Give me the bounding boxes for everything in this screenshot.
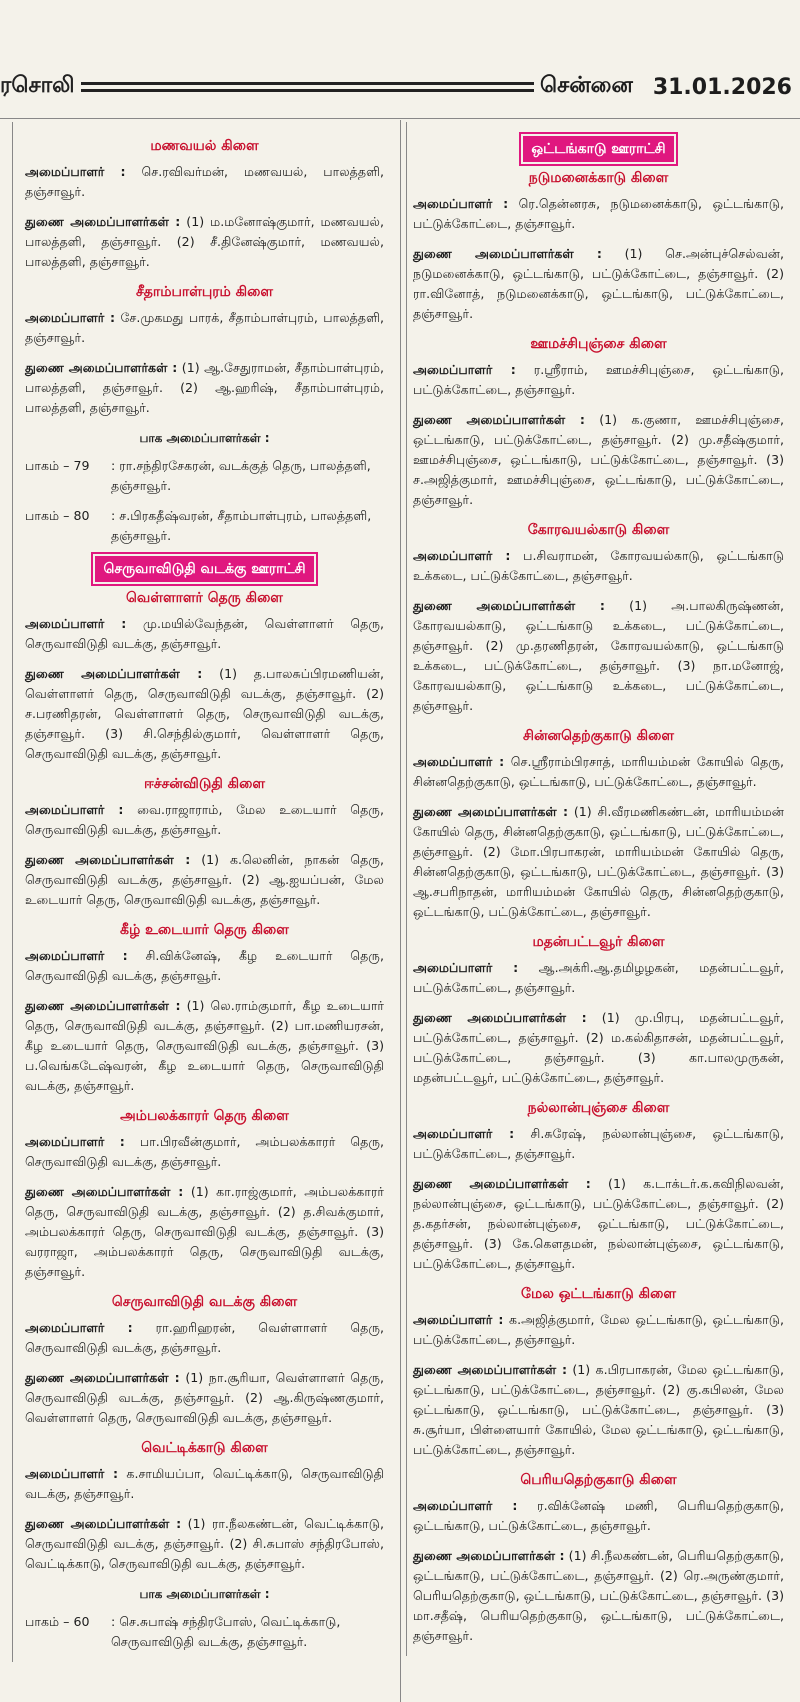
- organizer-entry: [25, 162, 384, 202]
- branch-title: நல்லான்புஞ்சை கிளை: [527, 1100, 670, 1116]
- branch-title: மணவயல் கிளை: [150, 138, 259, 154]
- ward-entry: [25, 1612, 384, 1652]
- deputy-text: (1) க.டாக்டர்.க.கவிநிலவன், நல்லான்புஞ்சை, ஒட்டங்காடு, பட்டுக்கோட்டை, தஞ்சாவூர். (2) த.கதர்சன், நல்லான்புஞ்சை, ஒட்டங்காடு, பட்டுக்கோட்டை, தஞ்சாவூர். (3) கே.கௌதமன், நல்லான்புஞ்சை, ஒட்டங்காடு, பட்டுக்கோட்டை, தஞ்சாவூர்.: [413, 1176, 784, 1271]
- deputy-text: (1) கா.ராஜ்குமார், அம்பலக்காரர் தெரு, செருவாவிடுதி வடக்கு, தஞ்சாவூர். (2) த.சிவக்குமார், அம்பலக்காரர் தெரு, செருவாவிடுதி வடக்கு, தஞ்சாவூர். (3) வரராஜா, அம்பலக்காரர் தெரு, செருவாவிடுதி வடக்கு, தஞ்சாவூர்.: [25, 1184, 384, 1279]
- deputy-label: துணை அமைப்பாளர்கள் :: [413, 1010, 587, 1025]
- deputy-label: துணை அமைப்பாளர்கள் :: [25, 1370, 180, 1385]
- organizer-text: ரெ.தென்னரசு, நடுமனைக்காடு, ஒட்டங்காடு, பட்டுக்கோட்டை, தஞ்சாவூர்.: [413, 196, 784, 231]
- organizer-label: அமைப்பாளர் :: [413, 196, 509, 211]
- organizer-entry: [25, 614, 384, 654]
- left-column: [12, 122, 394, 1662]
- organizer-entry: [25, 946, 384, 986]
- branch-title: செருவாவிடுதி வடக்கு கிளை: [111, 1294, 298, 1310]
- deputy-entry: [25, 996, 384, 1096]
- organizer-label: அமைப்பாளர் :: [25, 616, 127, 631]
- deputy-text: (1) க.குணா, ஊமச்சிபுஞ்சை, ஒட்டங்காடு, பட்டுக்கோட்டை, தஞ்சாவூர். (2) மு.சதீஷ்குமார், ஊமச்சிபுஞ்சை, ஒட்டங்காடு, பட்டுக்கோட்டை, தஞ்சாவூர். (3) ச.அஜித்குமார், ஊமச்சிபுஞ்சை, ஒட்டங்காடு, பட்டுக்கோட்டை, தஞ்சாவூர்.: [413, 412, 784, 507]
- deputy-label: துணை அமைப்பாளர்கள் :: [413, 598, 605, 613]
- deputy-label: துணை அமைப்பாளர்கள் :: [25, 666, 203, 681]
- ward-text: : செ.சுபாஷ் சந்திரபோஸ், வெட்டிக்காடு, செருவாவிடுதி வடக்கு, தஞ்சாவூர்.: [111, 1614, 341, 1649]
- organizer-label: அமைப்பாளர் :: [413, 362, 516, 377]
- organizer-entry: [25, 1318, 384, 1358]
- organizer-text: சி.விக்னேஷ், கீழ உடையார் தெரு, செருவாவிடுதி வடக்கு, தஞ்சாவூர்.: [25, 948, 384, 983]
- deputy-text: (1) அ.பாலகிருஷ்ணன், கோரவயல்காடு, ஒட்டங்காடு உக்கடை, பட்டுக்கோட்டை, தஞ்சாவூர். (2) மு.தரணிதரன், கோரவயல்காடு, ஒட்டங்காடு உக்கடை, பட்டுக்கோட்டை, தஞ்சாவூர். (3) நா.மனோஜ், கோரவயல்காடு, ஒட்டங்காடு உக்கடை, பட்டுக்கோட்டை, தஞ்சாவூர்.: [413, 598, 784, 713]
- deputy-entry: [413, 1546, 784, 1646]
- deputy-label: துணை அமைப்பாளர்கள் :: [413, 246, 602, 261]
- deputy-text: (1) த.பாலசுப்பிரமணியன், வெள்ளாளர் தெரு, செருவாவிடுதி வடக்கு, தஞ்சாவூர். (2) ச.பரணிதரன், வெள்ளாளர் தெரு, செருவாவிடுதி வடக்கு, தஞ்சாவூர். (3) சி.செந்தில்குமார், வெள்ளாளர் தெரு, செருவாவிடுதி வடக்கு, தஞ்சாவூர்.: [25, 666, 384, 761]
- organizer-label: அமைப்பாளர் :: [413, 1126, 515, 1141]
- deputy-entry: [25, 664, 384, 764]
- page-rule: [0, 118, 800, 119]
- masthead-rule: [81, 82, 534, 92]
- organizer-text: க.சாமியப்பா, வெட்டிக்காடு, செருவாவிடுதி வடக்கு, தஞ்சாவூர்.: [25, 1466, 384, 1501]
- organizer-entry: [25, 800, 384, 840]
- deputy-entry: [413, 244, 784, 324]
- ward-organizers-heading: பாக அமைப்பாளர்கள் :: [139, 431, 270, 445]
- branch-title: பெரியதெற்குகாடு கிளை: [520, 1472, 677, 1488]
- organizer-label: அமைப்பாளர் :: [25, 1320, 133, 1335]
- deputy-label: துணை அமைப்பாளர்கள் :: [25, 214, 181, 229]
- union-heading: [413, 136, 784, 162]
- ward-text: : ரா.சந்திரசேகரன், வடக்குத் தெரு, பாலத்தளி, தஞ்சாவூர்.: [111, 458, 371, 493]
- branch-title: சீதாம்பாள்புரம் கிளை: [136, 284, 273, 300]
- branch-title: மேல ஒட்டங்காடு கிளை: [521, 1286, 676, 1302]
- organizer-label: அமைப்பாளர் :: [413, 1498, 518, 1513]
- ward-number: பாகம் – 60: [25, 1614, 90, 1629]
- deputy-label: துணை அமைப்பாளர்கள் :: [413, 1176, 591, 1191]
- organizer-entry: [25, 1132, 384, 1172]
- branch-title: மதன்பட்டவூர் கிளை: [532, 934, 665, 950]
- organizer-entry: [25, 308, 384, 348]
- organizer-text: ஆ.அக்ரி.ஆ.தமிழழகன், மதன்பட்டவூர், பட்டுக்கோட்டை, தஞ்சாவூர்.: [413, 960, 784, 995]
- branch-title: கோரவயல்காடு கிளை: [527, 522, 670, 538]
- column-divider: [400, 120, 401, 1702]
- organizer-text: ப.சிவராமன், கோரவயல்காடு, ஒட்டங்காடு உக்கடை, பட்டுக்கோட்டை, தஞ்சாவூர்.: [413, 548, 784, 583]
- deputy-entry: [413, 1174, 784, 1274]
- union-label: ஒட்டங்காடு ஊராட்சி: [523, 136, 673, 162]
- organizer-label: அமைப்பாளர் :: [413, 1312, 504, 1327]
- organizer-text: ர.விக்னேஷ் மணி, பெரியதெற்குகாடு, ஒட்டங்காடு, பட்டுக்கோட்டை, தஞ்சாவூர்.: [413, 1498, 784, 1533]
- deputy-entry: [25, 212, 384, 272]
- organizer-entry: [413, 1496, 784, 1536]
- organizer-label: அமைப்பாளர் :: [413, 548, 511, 563]
- organizer-text: ரா.ஹரிஹரன், வெள்ளாளர் தெரு, செருவாவிடுதி வடக்கு, தஞ்சாவூர்.: [25, 1320, 384, 1355]
- ward-number: பாகம் – 80: [25, 508, 90, 523]
- deputy-label: துணை அமைப்பாளர்கள் :: [25, 360, 178, 375]
- masthead-city: சென்னை: [540, 73, 633, 98]
- deputy-entry: [25, 358, 384, 418]
- deputy-text: (1) ஆ.சேதுராமன், சீதாம்பாள்புரம், பாலத்தளி, தஞ்சாவூர். (2) ஆ.ஹரிஷ், சீதாம்பாள்புரம், பாலத்தளி, தஞ்சாவூர்.: [25, 360, 384, 415]
- organizer-entry: [413, 360, 784, 400]
- deputy-entry: [413, 1360, 784, 1460]
- deputy-text: (1) க.பிரபாகரன், மேல ஒட்டங்காடு, ஒட்டங்காடு, பட்டுக்கோட்டை, தஞ்சாவூர். (2) கு.கபிலன், மேல ஒட்டங்காடு, ஒட்டங்காடு, பட்டுக்கோட்டை, தஞ்சாவூர். (3) சு.சூர்யா, பிள்ளையார் கோயில், மேல ஒட்டங்காடு, ஒட்டங்காடு, பட்டுக்கோட்டை, தஞ்சாவூர்.: [413, 1362, 784, 1457]
- deputy-text: (1) நா.சூரியா, வெள்ளாளர் தெரு, செருவாவிடுதி வடக்கு, தஞ்சாவூர். (2) ஆ.கிருஷ்ணகுமார், வெள்ளாளர் தெரு, செருவாவிடுதி வடக்கு, தஞ்சாவூர்.: [25, 1370, 384, 1425]
- deputy-entry: [413, 1008, 784, 1088]
- organizer-entry: [413, 546, 784, 586]
- ward-entry: [25, 506, 384, 546]
- ward-number: பாகம் – 79: [25, 458, 90, 473]
- deputy-entry: [413, 802, 784, 922]
- deputy-label: துணை அமைப்பாளர்கள் :: [25, 1516, 182, 1531]
- branch-title: வெட்டிக்காடு கிளை: [141, 1440, 268, 1456]
- deputy-entry: [25, 1368, 384, 1428]
- deputy-text: (1) ம.மனோஷ்குமார், மணவயல், பாலத்தளி, தஞ்சாவூர். (2) சீ.தினேஷ்குமார், மணவயல், பாலத்தளி, தஞ்சாவூர்.: [25, 214, 385, 269]
- organizer-label: அமைப்பாளர் :: [25, 802, 124, 817]
- organizer-text: சே.முகமது பாரக், சீதாம்பாள்புரம், பாலத்தளி, தஞ்சாவூர்.: [25, 310, 384, 345]
- organizer-text: சி.சுரேஷ், நல்லான்புஞ்சை, ஒட்டங்காடு, பட்டுக்கோட்டை, தஞ்சாவூர்.: [413, 1126, 784, 1161]
- deputy-text: (1) செ.அன்புச்செல்வன், நடுமனைக்காடு, ஒட்டங்காடு, பட்டுக்கோட்டை, தஞ்சாவூர். (2) ரா.வினோத், நடுமனைக்காடு, ஒட்டங்காடு, பட்டுக்கோட்டை, தஞ்சாவூர்.: [413, 246, 784, 321]
- organizer-text: க.அஜித்குமார், மேல ஒட்டங்காடு, ஒட்டங்காடு, பட்டுக்கோட்டை, தஞ்சாவூர்.: [413, 1312, 784, 1347]
- deputy-label: துணை அமைப்பாளர்கள் :: [25, 1184, 184, 1199]
- organizer-entry: [413, 194, 784, 234]
- deputy-entry: [413, 596, 784, 716]
- deputy-text: (1) மு.பிரபு, மதன்பட்டவூர், பட்டுக்கோட்டை, தஞ்சாவூர். (2) ம.கல்கிதாசன், மதன்பட்டவூர், பட்டுக்கோட்டை, தஞ்சாவூர். (3) கா.பாலமுருகன், மதன்பட்டவூர், பட்டுக்கோட்டை, தஞ்சாவூர்.: [413, 1010, 784, 1085]
- branch-title: நடுமனைக்காடு கிளை: [528, 170, 669, 186]
- organizer-text: வை.ராஜாராம், மேல உடையார் தெரு, செருவாவிடுதி வடக்கு, தஞ்சாவூர்.: [25, 802, 384, 837]
- union-label: செருவாவிடுதி வடக்கு ஊராட்சி: [95, 556, 313, 582]
- organizer-text: செ.ரவிவர்மன், மணவயல், பாலத்தளி, தஞ்சாவூர்.: [25, 164, 384, 199]
- branch-title: ஊமச்சிபுஞ்சை கிளை: [530, 336, 667, 352]
- organizer-entry: [413, 752, 784, 792]
- branch-title: ஈச்சன்விடுதி கிளை: [143, 776, 266, 792]
- masthead-date: 31.01.2026: [652, 74, 792, 100]
- ward-entry: [25, 456, 384, 496]
- branch-title: கீழ் உடையார் தெரு கிளை: [120, 922, 289, 938]
- organizer-label: அமைப்பாளர் :: [25, 1134, 125, 1149]
- ward-text: : ச.பிரகதீஷ்வரன், சீதாம்பாள்புரம், பாலத்தளி, தஞ்சாவூர்.: [111, 508, 372, 543]
- masthead: [0, 62, 800, 112]
- deputy-label: துணை அமைப்பாளர்கள் :: [25, 998, 181, 1013]
- organizer-text: பா.பிரவீன்குமார், அம்பலக்காரர் தெரு, செருவாவிடுதி வடக்கு, தஞ்சாவூர்.: [25, 1134, 385, 1169]
- organizer-label: அமைப்பாளர் :: [25, 310, 116, 325]
- organizer-text: மு.மயில்வேந்தன், வெள்ளாளர் தெரு, செருவாவிடுதி வடக்கு, தஞ்சாவூர்.: [25, 616, 384, 651]
- branch-title: அம்பலக்காரர் தெரு கிளை: [120, 1108, 289, 1124]
- organizer-label: அமைப்பாளர் :: [413, 960, 519, 975]
- organizer-label: அமைப்பாளர் :: [25, 1466, 119, 1481]
- organizer-label: அமைப்பாளர் :: [25, 948, 128, 963]
- deputy-label: துணை அமைப்பாளர்கள் :: [413, 412, 585, 427]
- organizer-entry: [413, 1310, 784, 1350]
- deputy-entry: [25, 1182, 384, 1282]
- organizer-entry: [413, 1124, 784, 1164]
- deputy-label: துணை அமைப்பாளர்கள் :: [25, 852, 191, 867]
- branch-title: வெள்ளாளர் தெரு கிளை: [126, 590, 283, 606]
- branch-title: சின்னதெற்குகாடு கிளை: [522, 728, 674, 744]
- organizer-text: செ.ஸ்ரீராம்பிரசாத், மாரியம்மன் கோயில் தெரு, சின்னதெற்குகாடு, ஒட்டங்காடு, பட்டுக்கோட்டை, தஞ்சாவூர்.: [413, 754, 784, 789]
- deputy-label: துணை அமைப்பாளர்கள் :: [413, 1362, 568, 1377]
- deputy-label: துணை அமைப்பாளர்கள் :: [413, 1548, 565, 1563]
- deputy-entry: [413, 410, 784, 510]
- organizer-entry: [25, 1464, 384, 1504]
- deputy-text: (1) சி.வீரமணிகண்டன், மாரியம்மன் கோயில் தெரு, சின்னதெற்குகாடு, ஒட்டங்காடு, பட்டுக்கோட்டை, தஞ்சாவூர். (2) மோ.பிரபாகரன், மாரியம்மன் கோயில் தெரு, சின்னதெற்குகாடு, ஒட்டங்காடு, பட்டுக்கோட்டை, தஞ்சாவூர். (3) ஆ.சபரிநாதன், மாரியம்மன் கோயில் தெரு, சின்னதெற்குகாடு, ஒட்டங்காடு, பட்டுக்கோட்டை, தஞ்சாவூர்.: [413, 804, 784, 919]
- paper-name: ரசொலி: [0, 73, 75, 98]
- organizer-entry: [413, 958, 784, 998]
- organizer-label: அமைப்பாளர் :: [413, 754, 505, 769]
- deputy-text: (1) ரா.நீலகண்டன், வெட்டிக்காடு, செருவாவிடுதி வடக்கு, தஞ்சாவூர். (2) சி.சுபாஸ் சந்திரபோஸ், வெட்டிக்காடு, செருவாவிடுதி வடக்கு, தஞ்சாவூர்.: [25, 1516, 384, 1571]
- deputy-entry: [25, 850, 384, 910]
- organizer-label: அமைப்பாளர் :: [25, 164, 126, 179]
- deputy-label: துணை அமைப்பாளர்கள் :: [413, 804, 569, 819]
- deputy-text: (1) சி.நீலகண்டன், பெரியதெற்குகாடு, ஒட்டங்காடு, பட்டுக்கோட்டை, தஞ்சாவூர். (2) ரெ.அருண்குமார், பெரியதெற்குகாடு, ஒட்டங்காடு, பட்டுக்கோட்டை, தஞ்சாவூர். (3) மா.சதீஷ், பெரியதெற்குகாடு, ஒட்டங்காடு, பட்டுக்கோட்டை, தஞ்சாவூர்.: [413, 1548, 784, 1643]
- deputy-text: (1) க.லெனின், நாகன் தெரு, செருவாவிடுதி வடக்கு, தஞ்சாவூர். (2) ஆ.ஐயப்பன், மேல உடையார் தெரு, செருவாவிடுதி வடக்கு, தஞ்சாவூர்.: [25, 852, 384, 907]
- deputy-entry: [25, 1514, 384, 1574]
- deputy-text: (1) லெ.ராம்குமார், கீழ உடையார் தெரு, செருவாவிடுதி வடக்கு, தஞ்சாவூர். (2) பா.மணியரசன், கீழ உடையார் தெரு, செருவாவிடுதி வடக்கு, தஞ்சாவூர். (3) ப.வெங்கடேஷ்வரன், கீழ உடையார் தெரு, செருவாவிடுதி வடக்கு, தஞ்சாவூர்.: [25, 998, 384, 1093]
- ward-organizers-heading: பாக அமைப்பாளர்கள் :: [139, 1587, 270, 1601]
- right-column: [406, 122, 790, 1656]
- organizer-text: ர.ஸ்ரீராம், ஊமச்சிபுஞ்சை, ஒட்டங்காடு, பட்டுக்கோட்டை, தஞ்சாவூர்.: [413, 362, 784, 397]
- union-heading: [25, 556, 384, 582]
